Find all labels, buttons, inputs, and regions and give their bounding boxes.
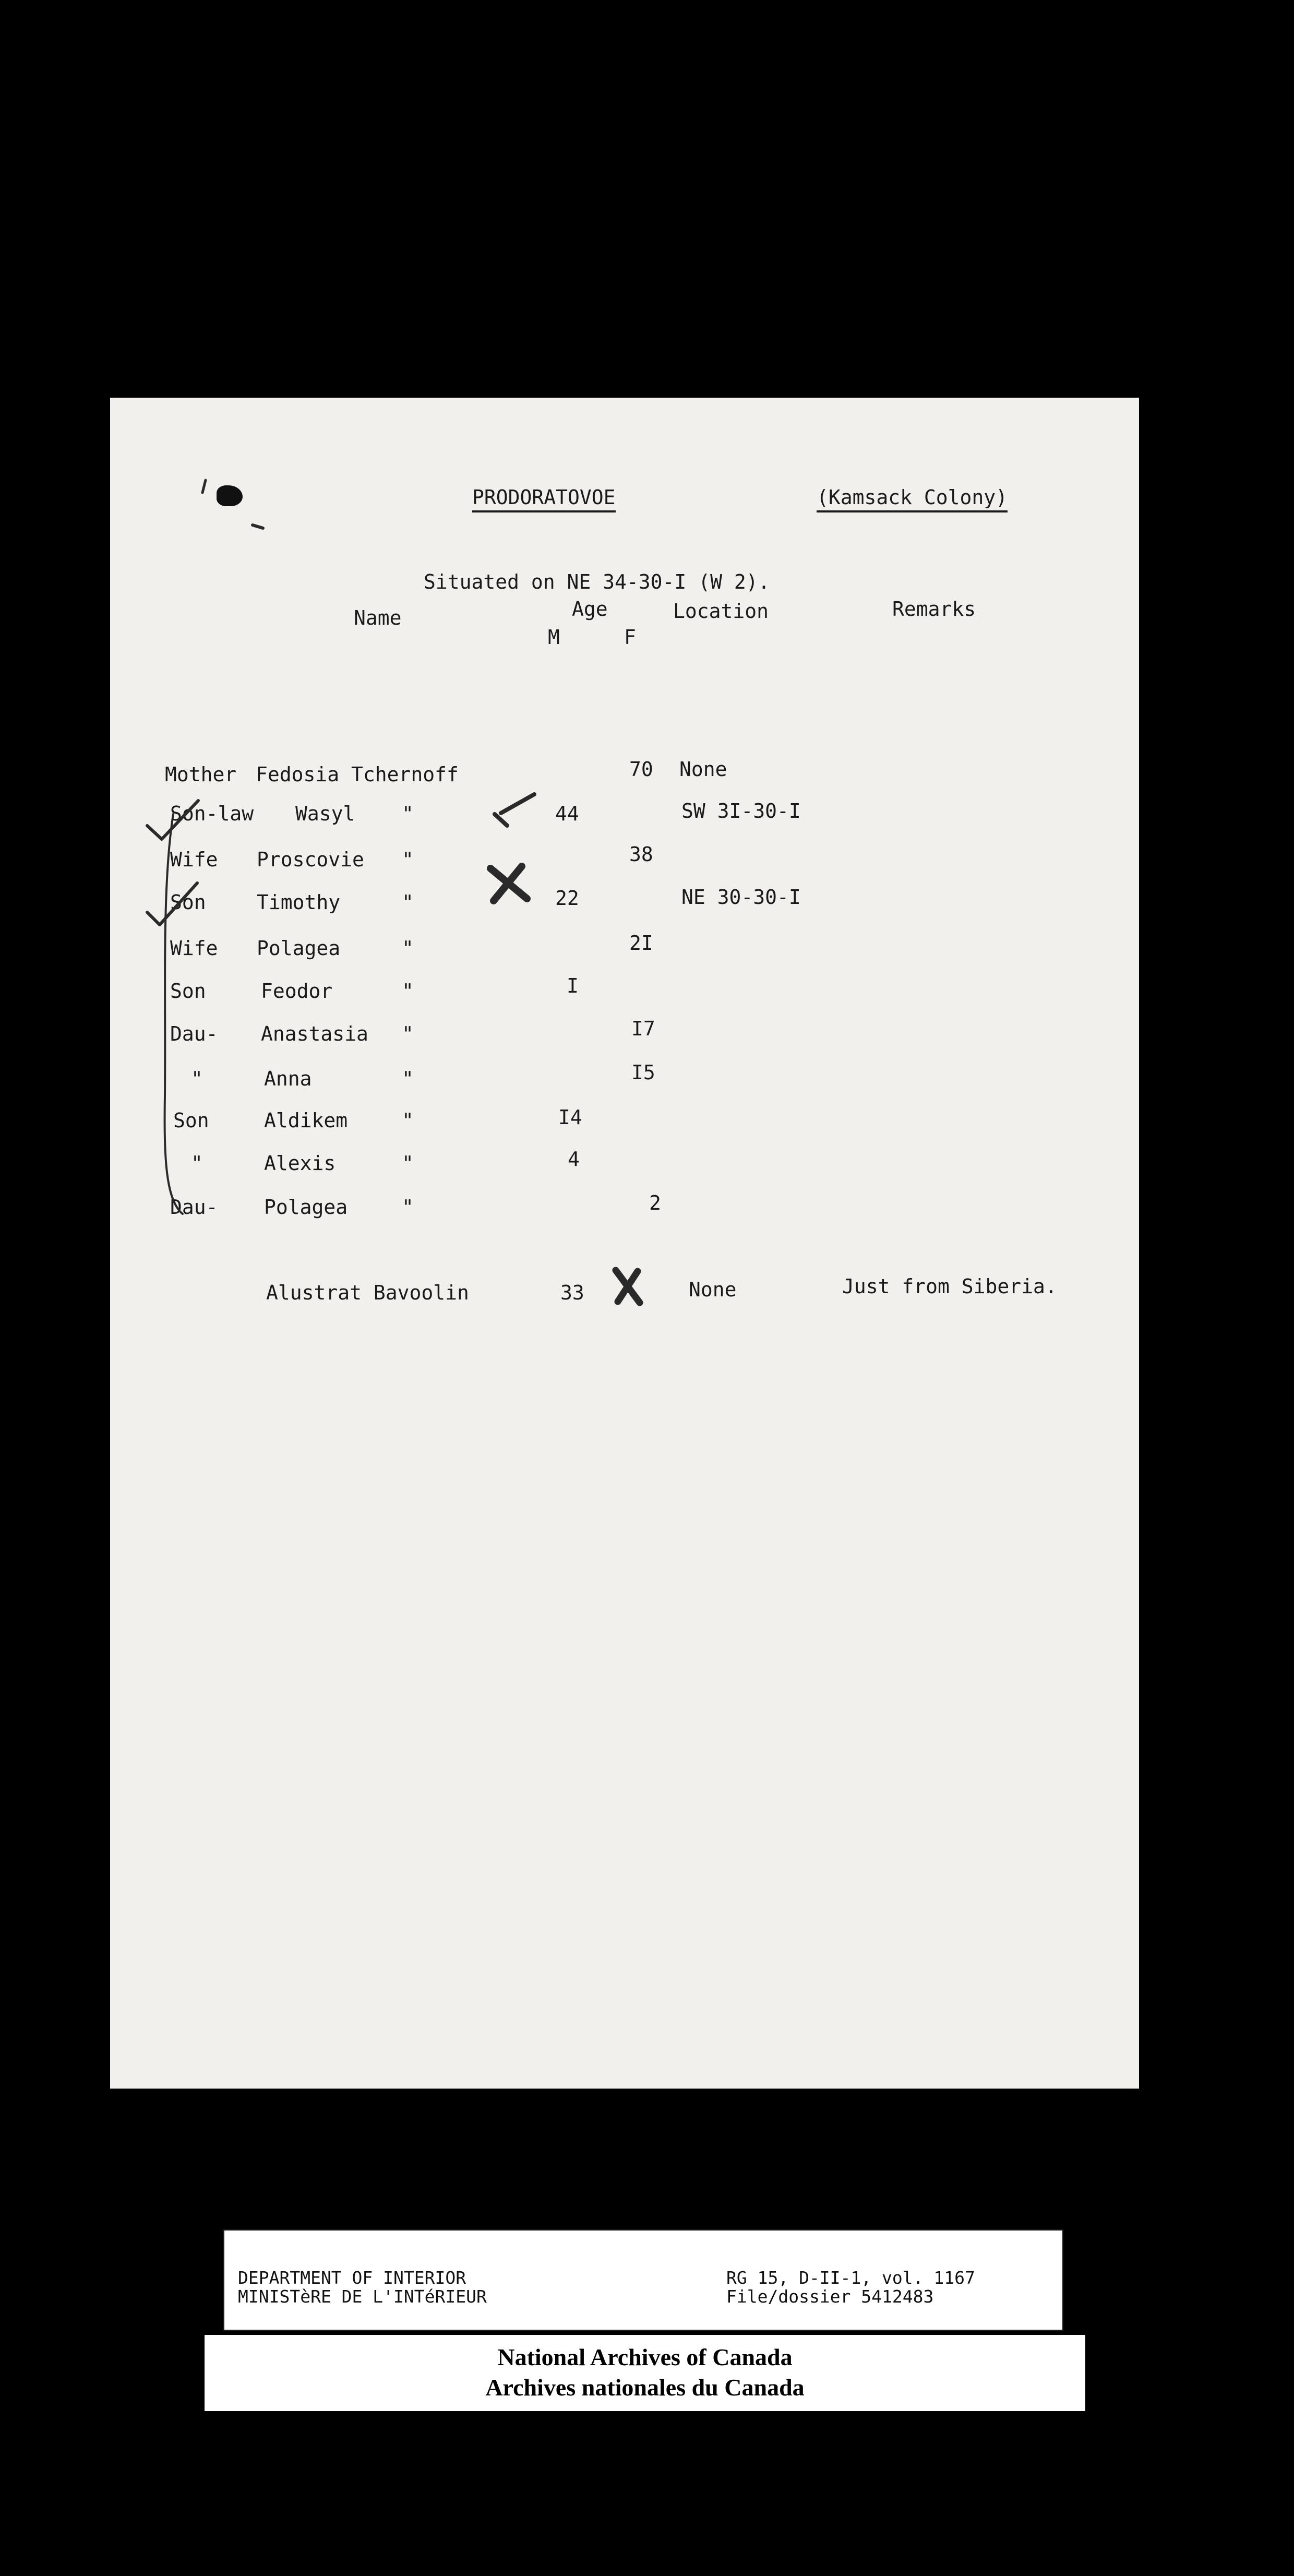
- row-remarks: Just from Siberia.: [842, 1275, 1057, 1298]
- row-name: Timothy: [257, 891, 341, 914]
- ink-dash: [253, 525, 263, 528]
- row-ditto: ": [402, 980, 414, 1003]
- row-name: Anna: [264, 1067, 312, 1090]
- column-age: Age: [572, 598, 608, 621]
- column-remarks: Remarks: [892, 598, 976, 621]
- row-relation: Son: [173, 1109, 209, 1132]
- row-age-m: 4: [568, 1148, 580, 1171]
- colony-name: (Kamsack Colony): [817, 487, 1008, 512]
- row-ditto: ": [402, 891, 414, 914]
- column-age-f: F: [624, 626, 636, 649]
- x-mark: [495, 794, 534, 826]
- row-age-m: 22: [555, 887, 579, 910]
- settlement-title: PRODORATOVOE: [472, 487, 616, 512]
- row-ditto: ": [402, 1109, 414, 1132]
- row-relation: Son: [170, 980, 206, 1003]
- archive-reference-card: [223, 2229, 1063, 2331]
- archive-name-en: National Archives of Canada: [497, 2344, 793, 2370]
- row-age-f: 2: [649, 1191, 661, 1214]
- row-name: Polagea: [257, 937, 341, 960]
- row-age-m: I4: [558, 1106, 582, 1129]
- row-relation: Wife: [170, 937, 218, 960]
- row-location: None: [679, 758, 727, 781]
- row-relation: Son: [170, 891, 206, 914]
- row-location: None: [689, 1278, 737, 1301]
- row-name: Aldikem: [264, 1109, 348, 1132]
- row-age-m: 33: [560, 1281, 584, 1304]
- x-mark: [616, 1270, 640, 1303]
- row-ditto: ": [402, 802, 414, 825]
- column-location: Location: [673, 600, 769, 623]
- row-location: SW 3I-30-I: [681, 800, 801, 822]
- row-name: Wasyl: [295, 802, 355, 825]
- column-name: Name: [354, 606, 402, 629]
- row-age-m: I: [567, 974, 579, 997]
- row-relation: ": [191, 1067, 203, 1090]
- row-age-f: 38: [629, 843, 653, 866]
- row-age-m: 44: [555, 802, 579, 825]
- record-group-ref: RG 15, D-II-1, vol. 1167: [726, 2268, 975, 2288]
- row-age-f: I7: [631, 1017, 655, 1040]
- row-ditto: ": [402, 1022, 414, 1045]
- department-fr: MINISTèRE DE L'INTéRIEUR: [238, 2286, 487, 2307]
- row-relation: Dau-: [170, 1022, 218, 1045]
- row-age-f: 70: [629, 758, 653, 781]
- x-mark: [490, 866, 527, 901]
- row-relation: Dau-: [170, 1196, 218, 1219]
- row-name: Polagea: [264, 1196, 348, 1219]
- row-location: NE 30-30-I: [681, 886, 801, 909]
- row-relation: Wife: [170, 848, 218, 871]
- row-ditto: ": [402, 1196, 414, 1219]
- column-age-m: M: [548, 626, 560, 649]
- row-age-f: 2I: [629, 932, 653, 955]
- row-age-f: I5: [631, 1061, 655, 1084]
- row-name: Alustrat Bavoolin: [266, 1281, 469, 1304]
- ink-tick: [202, 480, 206, 493]
- row-ditto: ": [402, 1152, 414, 1175]
- row-relation: ": [191, 1152, 203, 1175]
- row-relation: Mother: [165, 763, 237, 786]
- archive-name-fr: Archives nationales du Canada: [485, 2374, 805, 2401]
- row-name: Fedosia Tchernoff: [256, 763, 459, 786]
- row-name: Feodor: [261, 980, 333, 1003]
- row-relation: Son-law: [170, 802, 254, 825]
- row-name: Anastasia: [261, 1022, 368, 1045]
- check-mark: [147, 883, 197, 925]
- row-ditto: ": [402, 1067, 414, 1090]
- row-name: Alexis: [264, 1152, 336, 1175]
- bracket-line: [165, 814, 183, 1214]
- situated-line: Situated on NE 34-30-I (W 2).: [424, 570, 770, 593]
- file-number: File/dossier 5412483: [726, 2286, 934, 2307]
- archive-footer: [205, 2335, 1085, 2411]
- department-en: DEPARTMENT OF INTERIOR: [238, 2268, 466, 2288]
- row-ditto: ": [402, 848, 414, 871]
- row-ditto: ": [402, 937, 414, 960]
- row-name: Proscovie: [257, 848, 364, 871]
